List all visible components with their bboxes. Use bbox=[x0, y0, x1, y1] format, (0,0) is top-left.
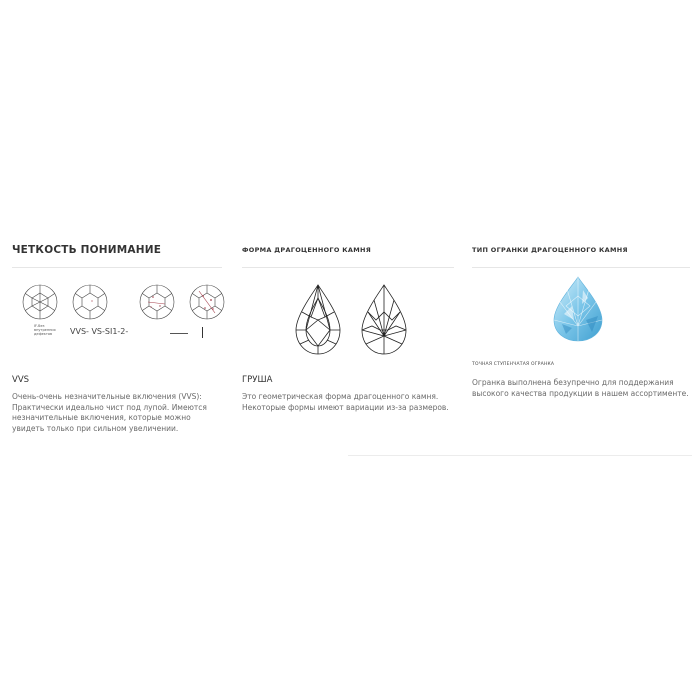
clarity-title: ЧЕТКОСТЬ ПОНИМАНИЕ bbox=[12, 244, 162, 256]
clarity-subtitle: VVS bbox=[12, 375, 30, 385]
cut-section bbox=[472, 240, 690, 407]
shape-description: Это геометрическая форма драгоценного камня. Некоторые формы имеют вариации из-за размеров. bbox=[242, 392, 449, 412]
cut-caption: ТОЧНАЯ СТУПЕНЧАТАЯ ОГРАНКА bbox=[472, 362, 555, 367]
clarity-grade-labels: VVS- VS-SI1-2- bbox=[70, 327, 129, 336]
clarity-description: Очень-очень незначительные включения (VVS): Практически идеально чист под лупой. Имеются незначительные включения, которые можно увидеть только при сильном увеличении. bbox=[12, 392, 207, 433]
shape-section bbox=[242, 240, 454, 421]
clarity-grade-note: IF-без внутренних дефектов bbox=[34, 324, 56, 336]
shape-subtitle: ГРУША bbox=[242, 375, 273, 385]
cut-title: ТИП ОГРАНКИ ДРАГОЦЕННОГО КАМНЯ bbox=[472, 246, 628, 254]
cut-description: Огранка выполнена безупречно для поддержания высокого качества продукции в нашем ассортименте. bbox=[472, 378, 689, 398]
shape-title: ФОРМА ДРАГОЦЕННОГО КАМНЯ bbox=[242, 246, 372, 254]
bottom-divider bbox=[348, 455, 692, 456]
clarity-section bbox=[12, 240, 222, 442]
